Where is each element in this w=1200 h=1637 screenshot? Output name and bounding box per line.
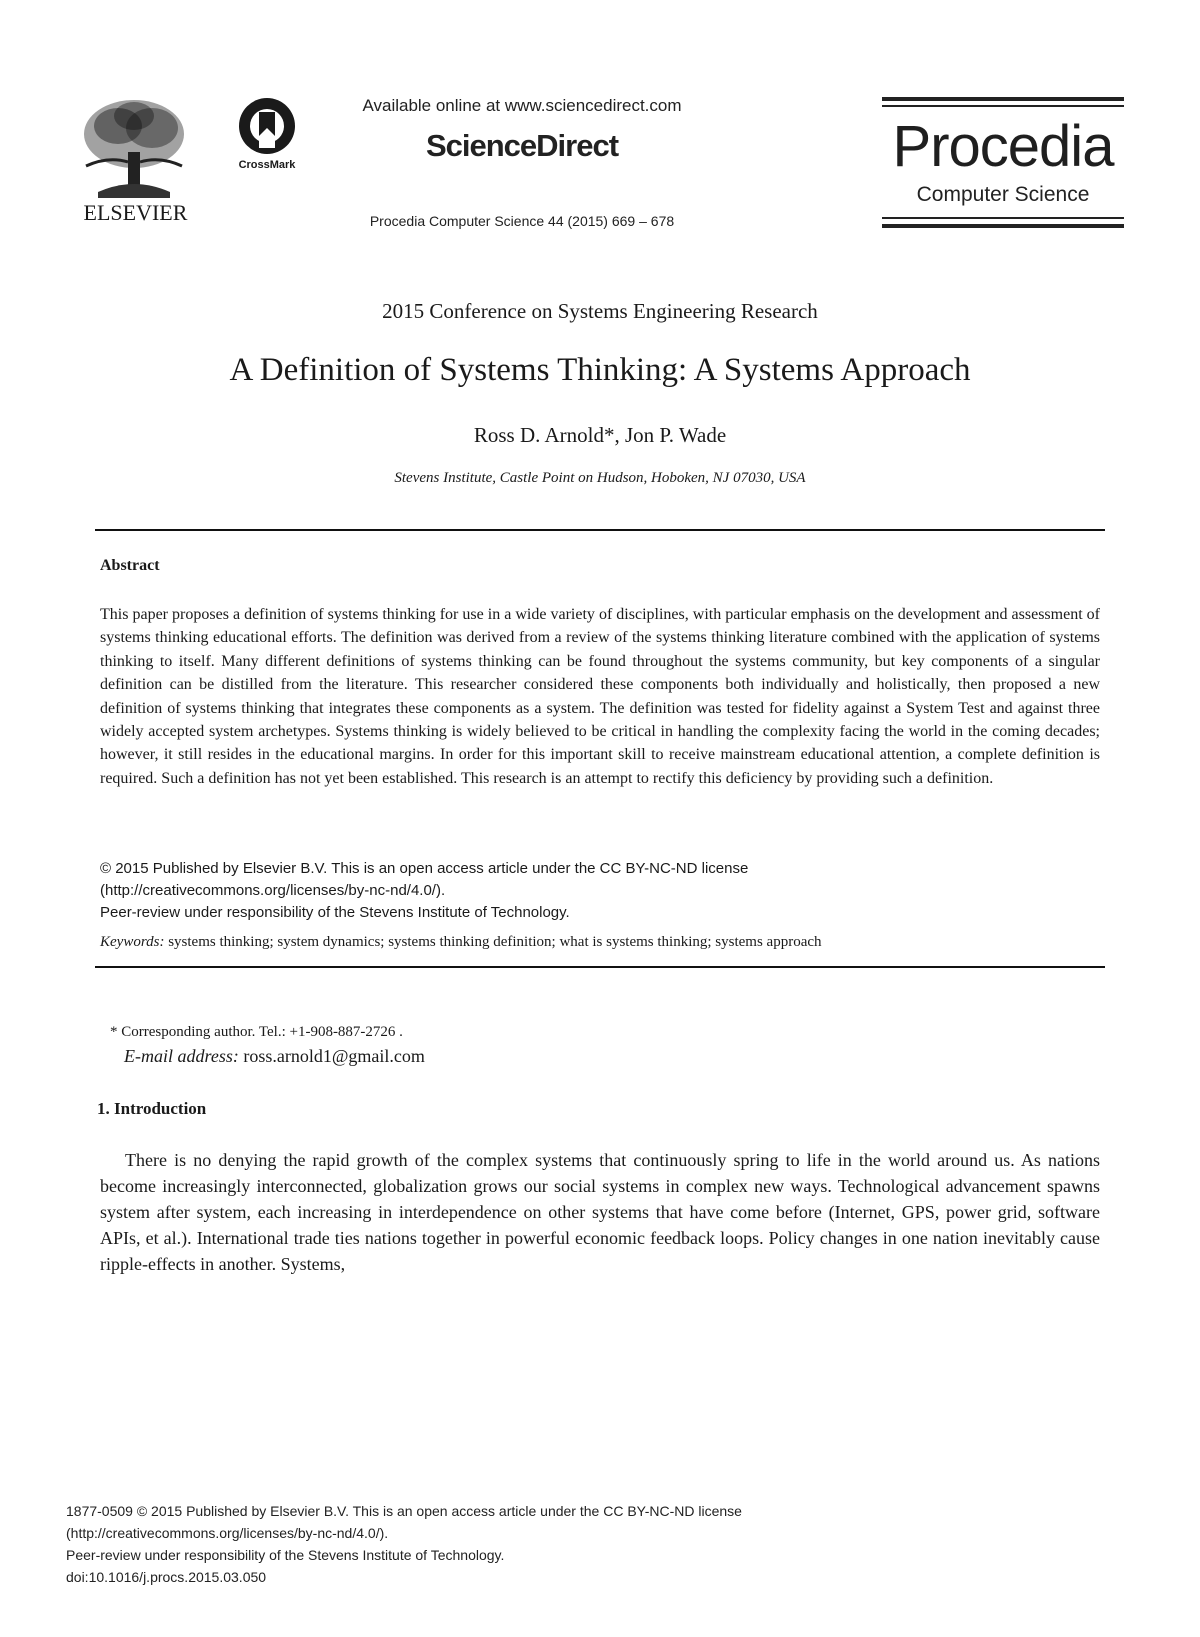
footer-doi[interactable]: doi:10.1016/j.procs.2015.03.050	[66, 1569, 267, 1585]
procedia-logo	[882, 97, 1124, 231]
peer-review-line: Peer-review under responsibility of the Stevens Institute of Technology.	[100, 904, 570, 921]
keywords-text: systems thinking; system dynamics; systems thinking definition; what is systems thinking; systems approach	[168, 934, 822, 950]
logo-rule	[882, 105, 1124, 107]
journal-reference: Procedia Computer Science 44 (2015) 669 – 678	[369, 213, 675, 229]
logo-rule	[882, 217, 1124, 219]
email-label: E-mail address:	[124, 1046, 239, 1066]
author-list: Ross D. Arnold*, Jon P. Wade	[473, 423, 727, 447]
journal-subtitle: Computer Science	[916, 183, 1090, 206]
crossmark-label: CrossMark	[238, 159, 296, 171]
introduction-text: There is no denying the rapid growth of the complex systems that continuously spring to life in the world around us. As nations become increasingly interconnected, globalization grows our social systems in complex new ways. Technological advancement spawns system after system, each increasing in interdependence on other systems that have come before (Internet, GPS, power grid, software APIs, et al.). International trade ties nations together in powerful economic feedback loops. Policy changes in one nation inevitably cause ripple-effects in another. Systems,	[100, 1150, 1100, 1274]
keywords-label: Keywords:	[100, 934, 165, 950]
journal-name: Procedia	[892, 114, 1114, 179]
elsevier-logo	[78, 96, 193, 231]
email-address[interactable]: ross.arnold1@gmail.com	[243, 1046, 425, 1066]
elsevier-wordmark: ELSEVIER	[83, 200, 188, 225]
available-online-link[interactable]: Available online at www.sciencedirect.com	[362, 96, 682, 115]
elsevier-tree-icon	[78, 96, 190, 200]
introduction-heading: 1. Introduction	[97, 1099, 207, 1118]
author-affiliation: Stevens Institute, Castle Point on Hudson, Hoboken, NJ 07030, USA	[394, 470, 806, 486]
corresponding-author: * Corresponding author. Tel.: +1-908-887-2726 .	[110, 1024, 403, 1040]
conference-name: 2015 Conference on Systems Engineering Research	[382, 299, 818, 323]
section-divider	[95, 966, 1105, 968]
license-statement	[100, 858, 1100, 924]
abstract-heading: Abstract	[100, 557, 160, 574]
crossmark-icon[interactable]	[237, 96, 307, 174]
logo-rule	[882, 97, 1124, 101]
license-link[interactable]: (http://creativecommons.org/licenses/by-nc-nd/4.0/).	[100, 882, 446, 899]
footer-license-link[interactable]: (http://creativecommons.org/licenses/by-nc-nd/4.0/).	[66, 1525, 389, 1541]
license-line: © 2015 Published by Elsevier B.V. This is an open access article under the CC BY-NC-ND license	[100, 860, 749, 877]
footer-license-line: 1877-0509 © 2015 Published by Elsevier B.V. This is an open access article under the CC BY-NC-ND license	[66, 1503, 742, 1519]
logo-rule	[882, 224, 1124, 228]
page-footer	[66, 1500, 1126, 1588]
section-divider	[95, 529, 1105, 531]
footer-peer-review: Peer-review under responsibility of the Stevens Institute of Technology.	[66, 1547, 505, 1563]
abstract-text: This paper proposes a definition of systems thinking for use in a wide variety of disciplines, with particular emphasis on the development and assessment of systems thinking educational efforts. The definition was derived from a review of the systems thinking literature combined with the application of systems thinking to itself. Many different definitions of systems thinking can be found throughout the systems community, but key components of a singular definition can be distilled from the literature. This researcher considered these components both individually and holistically, then proposed a new definition of systems thinking that integrates these components as a system. The definition was tested for fidelity against a System Test and against three widely accepted system archetypes. Systems thinking is widely believed to be critical in handling the complexity facing the world in the coming decades; however, it still resides in the educational margins. In order for this important skill to receive mainstream educational attention, a complete definition is required. Such a definition has not yet been established. This research is an attempt to rectify this deficiency by providing such a definition.	[100, 606, 1100, 787]
paper-title: A Definition of Systems Thinking: A Systems Approach	[229, 352, 971, 388]
sciencedirect-logo: ScienceDirect	[425, 128, 619, 163]
email-line	[124, 1046, 425, 1067]
keywords	[100, 934, 1100, 951]
